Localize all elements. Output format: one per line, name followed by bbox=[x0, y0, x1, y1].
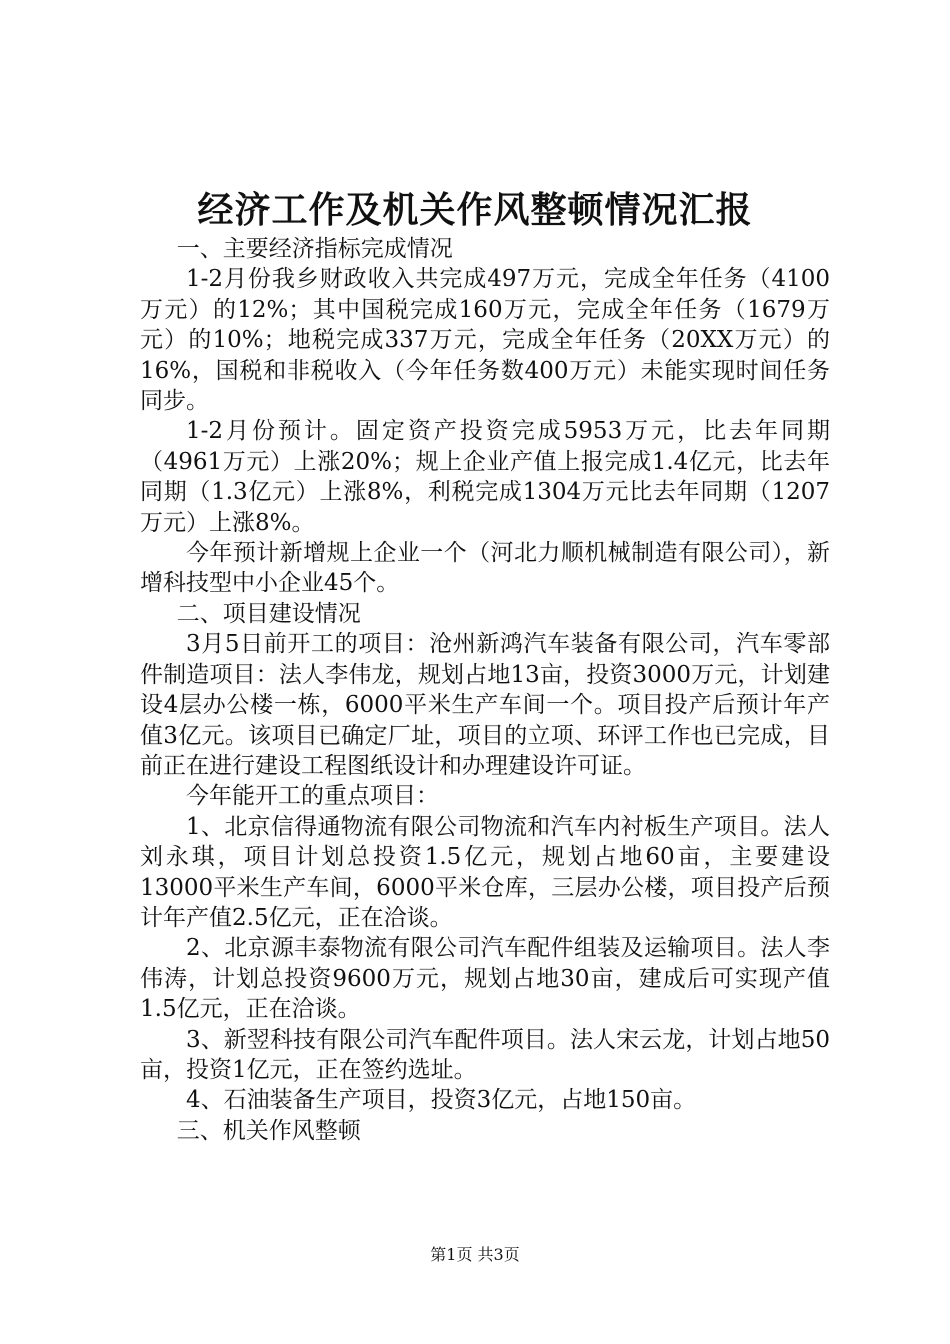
section-heading-economic-indicators: 一、主要经济指标完成情况 bbox=[176, 236, 453, 262]
document-title: 经济工作及机关作风整顿情况汇报 bbox=[197, 189, 753, 231]
paragraph-key-project-2: 2、北京源丰泰物流有限公司汽车配件组装及运输项目。法人李伟涛，计划总投资9600万元，规划占地30亩，建成后可实现产值1.5亿元，正在洽谈。 bbox=[140, 935, 830, 1023]
paragraph-fixed-asset-investment: 1-2月份预计。固定资产投资完成5953万元，比去年同期（4961万元）上涨20%；规上企业产值上报完成1.4亿元，比去年同期（1.3亿元）上涨8%，利税完成1304万元比去年同期（1207万元）上涨8%。 bbox=[140, 418, 830, 536]
document-body bbox=[140, 234, 830, 1146]
paragraph-key-project-4: 4、石油装备生产项目，投资3亿元，占地150亩。 bbox=[186, 1087, 697, 1114]
page-number-footer: 第1页 共3页 bbox=[430, 1245, 520, 1264]
section-heading-work-style: 三、机关作风整顿 bbox=[176, 1117, 361, 1144]
paragraph-fiscal-revenue: 1-2月份我乡财政收入共完成497万元，完成全年任务（4100万元）的12%；其中国税完成160万元，完成全年任务（1679万元）的10%；地税完成337万元，完成全年任务（20XX万元）的16%，国税和非税收入（今年任务数400万元）未能实现时间任务同步。 bbox=[140, 266, 830, 415]
section-heading-project-construction: 二、项目建设情况 bbox=[176, 600, 361, 627]
paragraph-key-projects-intro: 今年能开工的重点项目： bbox=[186, 783, 439, 810]
paragraph-key-project-3: 3、新翌科技有限公司汽车配件项目。法人宋云龙，计划占地50亩，投资1亿元，正在签约选址。 bbox=[140, 1026, 830, 1083]
paragraph-new-enterprises: 今年预计新增规上企业一个（河北力顺机械制造有限公司），新增科技型中小企业45个。 bbox=[140, 540, 830, 597]
paragraph-key-project-1: 1、北京信得通物流有限公司物流和汽车内衬板生产项目。法人刘永琪，项目计划总投资1.5亿元，规划占地60亩，主要建设13000平米生产车间，6000平米仓库，三层办公楼，项目投产后预计年产值2.5亿元，正在洽谈。 bbox=[140, 813, 830, 931]
paragraph-started-project: 3月5日前开工的项目：沧州新鸿汽车装备有限公司，汽车零部件制造项目：法人李伟龙，规划占地13亩，投资3000万元，计划建设4层办公楼一栋，6000平米生产车间一个。项目投产后预计年产值3亿元。该项目已确定厂址，项目的立项、环评工作也已完成，目前正在进行建设工程图纸设计和办理建设许可证。 bbox=[140, 631, 830, 779]
